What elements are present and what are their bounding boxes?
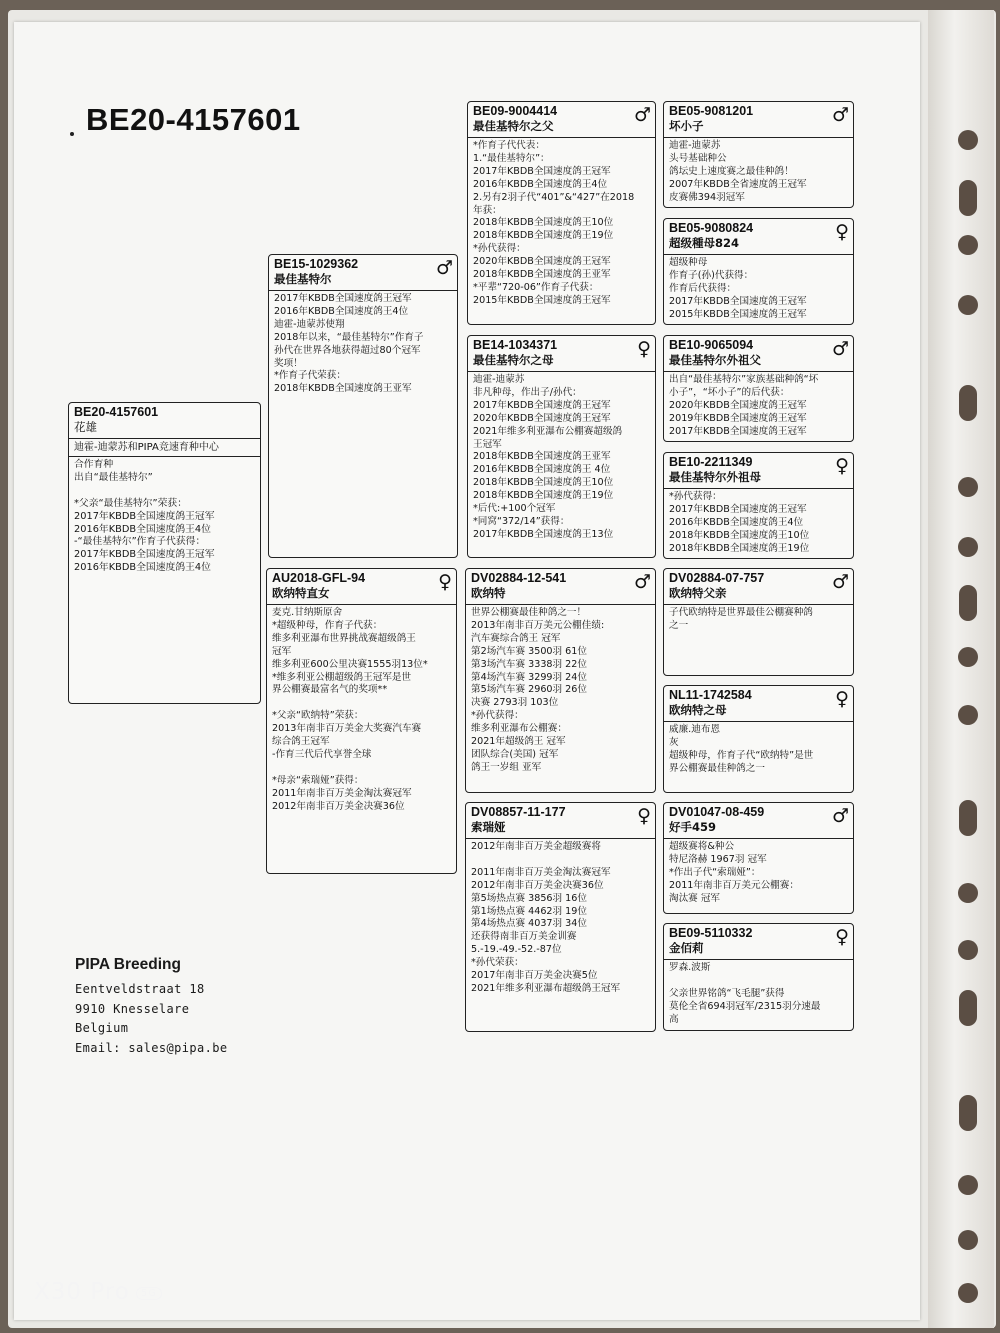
punch-hole xyxy=(959,800,977,836)
female-symbol-icon: ♀ xyxy=(835,221,849,243)
note-line: 维多利亚600公里决赛1555羽13位* xyxy=(272,658,428,670)
female-symbol-icon: ♀ xyxy=(637,805,651,827)
bird-name: 欧纳特 xyxy=(471,586,506,600)
note-line: 灰 xyxy=(669,736,679,748)
note-line: 2018年KBDB全国速度鸽王10位 xyxy=(473,217,614,229)
note-line: *孙代获得： xyxy=(473,243,526,255)
card-ddd xyxy=(663,923,854,1031)
note-line: 皮赛佛394羽冠军 xyxy=(669,191,745,203)
card-dsd xyxy=(663,685,854,793)
punch-hole xyxy=(959,1095,977,1131)
note-line: *维多利亚公棚超级鸽王冠军是世 xyxy=(272,671,412,683)
note-line: 作育子(孙)代获得： xyxy=(669,269,754,281)
note-line: 2018年KBDB全国速度鸽王亚军 xyxy=(274,383,412,395)
note-line: 第5场汽车赛 2960羽 26位 xyxy=(471,684,587,696)
note-line: *作出子代“索瑞娅”： xyxy=(669,866,761,878)
note-line: 出自“最佳基特尔” xyxy=(74,471,153,483)
note-line: *作育子代荣获： xyxy=(274,370,346,382)
card-sire-sire xyxy=(467,101,656,325)
note-line: 2011年南非百万美元公棚赛： xyxy=(669,879,799,891)
female-symbol-icon: ♀ xyxy=(835,455,849,477)
bird-name: 最佳基特尔外祖母 xyxy=(669,470,761,484)
note-line: 2013年南非百万美元公棚佳绩: xyxy=(471,619,605,631)
card-header xyxy=(468,336,655,372)
note-line: 莫伦全省694羽冠军/2315羽分速最 xyxy=(669,1000,821,1012)
bird-name: 最佳基特尔之父 xyxy=(473,119,554,133)
note-line: 2016年KBDB全国速度鸽王4位 xyxy=(274,305,409,317)
note-line: 超级种母，作育子代“欧纳特”是世 xyxy=(669,749,814,761)
note-line: 淘汰赛 冠军 xyxy=(669,892,721,904)
note-line: 2020年KBDB全国速度鸽王冠军 xyxy=(473,256,611,268)
card-body xyxy=(69,457,260,578)
card-body xyxy=(468,138,655,311)
ring-number: BE15-1029362 xyxy=(274,257,359,271)
bird-name: 欧纳特之母 xyxy=(669,703,727,717)
note-line: 2011年南非百万美金淘汰赛冠军 xyxy=(471,866,611,878)
punch-hole xyxy=(958,705,978,725)
punch-hole xyxy=(958,1283,978,1303)
note-line: 特尼洛赫 1967羽 冠军 xyxy=(669,853,767,865)
ring-number: DV08857-11-177 xyxy=(471,805,566,819)
bird-name: 花雄 xyxy=(74,420,97,434)
ring-number: DV02884-07-757 xyxy=(669,571,765,585)
note-line: 2012年南非百万美金决赛36位 xyxy=(471,879,604,891)
punch-hole xyxy=(959,180,977,216)
bird-name: 欧纳特直女 xyxy=(272,586,330,600)
note-line: 2017年KBDB全国速度鸽王冠军 xyxy=(669,295,807,307)
note-line: 2020年KBDB全国速度鸽王冠军 xyxy=(669,399,807,411)
note-line: 2016年KBDB全国速度鸽王4位 xyxy=(74,562,211,574)
note-line: 2016年KBDB全国速度鸽王 4位 xyxy=(473,464,611,476)
card-body xyxy=(664,255,853,325)
note-line: *孙代荣获： xyxy=(471,957,524,969)
card-header xyxy=(466,569,655,605)
note-line: 第3场汽车赛 3338羽 22位 xyxy=(471,658,587,670)
note-line: 鸽坛史上速度赛之最佳种鸽！ xyxy=(669,165,794,177)
note-line: 2012年南非百万美金超级赛将 xyxy=(471,841,601,852)
card-sire xyxy=(268,254,458,558)
note-line: 迪霍-迪蒙苏使翔 xyxy=(274,318,345,330)
card-body xyxy=(664,138,853,208)
note-line: *超级种母，作育子代获： xyxy=(272,619,383,631)
bird-name: 最佳基特尔之母 xyxy=(473,353,554,367)
bird-name: 好手459 xyxy=(669,820,717,834)
note-line: 维多利亚瀑布公棚赛： xyxy=(471,723,567,735)
note-line: 第1场热点赛 4462羽 19位 xyxy=(471,905,587,917)
bird-name: 最佳基特尔外祖父 xyxy=(669,353,761,367)
card-header xyxy=(466,803,655,839)
note-line: 年获： xyxy=(473,204,502,216)
note-line: 高 xyxy=(669,1013,679,1025)
address-country: Belgium xyxy=(75,1021,129,1035)
punch-hole xyxy=(958,130,978,150)
punch-hole xyxy=(958,647,978,667)
punch-hole xyxy=(958,477,978,497)
note-line xyxy=(74,485,255,498)
note-line: 2021年维多利亚瀑布超级鸽王冠军 xyxy=(471,982,621,994)
page-title: BE20-4157601 xyxy=(86,102,301,137)
note-line: 界公棚赛最富名气的奖项** xyxy=(272,684,388,696)
card-header xyxy=(664,219,853,255)
female-symbol-icon: ♀ xyxy=(835,688,849,710)
note-line: 头号基础种公 xyxy=(669,152,727,164)
note-line: 第5场热点赛 3856羽 16位 xyxy=(471,892,587,904)
note-line: *平辈“720-06”作育子代获： xyxy=(473,281,599,293)
note-line: *作育子代代表： xyxy=(473,140,545,151)
card-header xyxy=(664,336,853,372)
card-body xyxy=(468,372,655,545)
male-symbol-icon: ♂ xyxy=(633,104,651,126)
note-line: *父亲“欧纳特”荣获： xyxy=(272,710,364,722)
note-line: 王冠军 xyxy=(473,438,502,450)
punch-hole xyxy=(958,295,978,315)
card-sds xyxy=(663,335,854,442)
punch-hole xyxy=(958,1230,978,1250)
card-sire-dam xyxy=(467,335,656,558)
note-line: *父亲“最佳基特尔”荣获： xyxy=(74,497,188,509)
note-line: 父亲世界铭鸽“飞毛腿”获得 xyxy=(669,987,785,999)
female-symbol-icon: ♀ xyxy=(835,926,849,948)
card-body xyxy=(664,839,853,909)
note-line: 2021年超级鸽王 冠军 xyxy=(471,736,566,748)
note-line: 小子”，“坏小子”的后代获： xyxy=(669,386,790,398)
note-line: 2018年KBDB全国速度鸽王19位 xyxy=(669,542,810,554)
note-line: 2016年KBDB全国速度鸽王4位 xyxy=(669,516,804,528)
note-line: 2018年KBDB全国速度鸽王10位 xyxy=(473,477,614,489)
ring-number: BE09-5110332 xyxy=(669,926,753,940)
network-badge: 5G xyxy=(136,1287,162,1300)
female-symbol-icon: ♀ xyxy=(637,338,651,360)
male-symbol-icon: ♂ xyxy=(633,571,651,593)
note-line xyxy=(272,697,451,710)
ring-number: BE20-4157601 xyxy=(74,405,159,419)
note-line: 界公棚赛最佳种鸽之一 xyxy=(669,762,765,774)
email: Email: sales@pipa.be xyxy=(75,1040,228,1055)
note-line: 综合鸽王冠军 xyxy=(272,736,330,748)
note-line: 5.-19.-49.-52.-87位 xyxy=(471,944,562,956)
note-line: 罗森.波斯 xyxy=(669,962,711,973)
card-dam-sire xyxy=(465,568,656,793)
card-dam-dam xyxy=(465,802,656,1032)
note-line: 超级赛将&种公 xyxy=(669,841,735,852)
bird-name: 最佳基特尔 xyxy=(274,272,332,286)
ring-number: DV01047-08-459 xyxy=(669,805,765,819)
card-body xyxy=(466,605,655,778)
card-header xyxy=(269,255,457,291)
card-body xyxy=(269,291,457,399)
note-line: 合作育种 xyxy=(74,459,114,470)
note-line: 2018年KBDB全国速度鸽王亚军 xyxy=(473,451,611,463)
note-line: 2017年KBDB全国速度鸽王冠军 xyxy=(669,503,807,515)
breeder-contact xyxy=(75,956,228,1058)
punch-hole xyxy=(958,883,978,903)
note-line: *孙代获得： xyxy=(471,710,524,722)
female-symbol-icon: ♀ xyxy=(438,571,452,593)
punch-hole xyxy=(959,585,977,621)
camera-model: X30 Pro xyxy=(34,1279,130,1305)
male-symbol-icon: ♂ xyxy=(831,338,849,360)
note-line: 2.另有2羽子代“401”&“427”在2018 xyxy=(473,191,635,203)
note-line: 2018年KBDB全国速度鸽王10位 xyxy=(669,529,810,541)
ring-number: DV02884-12-541 xyxy=(471,571,567,585)
male-symbol-icon: ♂ xyxy=(831,104,849,126)
card-dss xyxy=(663,568,854,676)
note-line: 迪霍-迪蒙苏 xyxy=(669,140,721,151)
card-header xyxy=(267,569,456,605)
note-line: 第4场热点赛 4037羽 34位 xyxy=(471,918,587,930)
card-body xyxy=(664,605,853,636)
bird-name: 金佰莉 xyxy=(669,941,704,955)
note-line: 汽车赛综合鸽王 冠军 xyxy=(471,632,561,644)
note-line: 2018年KBDB全国速度鸽王19位 xyxy=(473,490,614,502)
note-line: 2012年南非百万美金决赛36位 xyxy=(272,800,405,812)
note-line: 世界公棚赛最佳种鸽之一！ xyxy=(471,607,587,618)
note-line: 第4场汽车赛 3299羽 24位 xyxy=(471,671,587,683)
note-line: 1.“最佳基特尔”： xyxy=(473,152,550,164)
bird-name: 欧纳特父亲 xyxy=(669,586,727,600)
card-body xyxy=(664,722,853,779)
bird-name: 超级種母824 xyxy=(669,236,740,250)
note-line: 2015年KBDB全国速度鸽王冠军 xyxy=(473,294,611,306)
punch-hole xyxy=(958,1175,978,1195)
note-line: -“最佳基特尔”作育子代获得： xyxy=(74,536,206,548)
ring-number: BE09-9004414 xyxy=(473,104,558,118)
note-line: 2011年南非百万美金淘汰赛冠军 xyxy=(272,787,412,799)
note-line: 冠军 xyxy=(272,645,292,657)
note-line: 出自“最佳基特尔”家族基础种鸽“坏 xyxy=(669,374,819,385)
ring-number: BE10-2211349 xyxy=(669,455,753,469)
note-line: 2018年KBDB全国速度鸽王亚军 xyxy=(473,269,611,281)
card-header xyxy=(664,102,853,138)
note-line: 2017年KBDB全国速度鸽王冠军 xyxy=(274,293,412,304)
card-body xyxy=(664,372,853,442)
card-body xyxy=(664,960,853,1030)
ring-number: BE05-9080824 xyxy=(669,221,754,235)
address-street: Eentveldstraat 18 xyxy=(75,982,205,996)
note-line: 作育后代获得： xyxy=(669,282,737,294)
note-line: 2019年KBDB全国速度鸽王冠军 xyxy=(669,412,807,424)
note-line: 2015年KBDB全国速度鸽王冠军 xyxy=(669,308,807,320)
card-header xyxy=(468,102,655,138)
note-line: 2007年KBDB全省速度鸽王冠军 xyxy=(669,178,807,190)
note-line: 团队综合(美国) 冠军 xyxy=(471,748,559,760)
male-symbol-icon: ♂ xyxy=(831,805,849,827)
bullet-dot xyxy=(70,132,74,136)
note-line: 2017年KBDB全国速度鸽王冠军 xyxy=(473,399,611,411)
card-body xyxy=(466,839,655,999)
note-line: 非凡种母，作出子/孙代： xyxy=(473,386,582,398)
note-line: 奖项！ xyxy=(274,357,303,369)
card-sdd xyxy=(663,452,854,559)
note-line: -作育三代后代享誉全球 xyxy=(272,748,372,760)
card-header xyxy=(664,569,853,605)
note-line xyxy=(669,975,848,988)
card-body xyxy=(664,489,853,559)
note-line: 2017年KBDB全国速度鸽王冠军 xyxy=(74,549,215,561)
note-line xyxy=(471,854,650,867)
ring-number: BE05-9081201 xyxy=(669,104,754,118)
note-line: 孙代在世界各地获得超过80个冠军 xyxy=(274,344,421,356)
card-sss xyxy=(663,101,854,208)
note-line: 2021年维多利亚瀑布公棚赛超级鸽 xyxy=(473,425,623,437)
breeder: 迪霍-迪蒙苏和PIPA竞速育种中心 xyxy=(69,439,260,457)
note-line: 2013年南非百万美金大奖赛汽车赛 xyxy=(272,723,422,735)
punch-hole xyxy=(958,235,978,255)
ring-number: BE10-9065094 xyxy=(669,338,754,352)
note-line: 2020年KBDB全国速度鸽王冠军 xyxy=(473,412,611,424)
card-header xyxy=(664,453,853,489)
card-dam xyxy=(266,568,457,874)
punch-hole xyxy=(959,990,977,1026)
male-symbol-icon: ♂ xyxy=(435,257,453,279)
note-line: 2018年以来，“最佳基特尔”作育子 xyxy=(274,331,424,343)
note-line: 鸽王一岁组 亚军 xyxy=(471,761,542,773)
punch-hole xyxy=(958,940,978,960)
note-line: 迪霍-迪蒙苏 xyxy=(473,374,525,385)
note-line: 2017年KBDB全国速度鸽王冠军 xyxy=(473,165,611,177)
note-line: 维多利亚瀑布世界挑战赛超级鸽王 xyxy=(272,632,416,644)
note-line xyxy=(272,762,451,775)
note-line: 威廉.迪布恩 xyxy=(669,724,721,735)
note-line: 2017年南非百万美金决赛5位 xyxy=(471,970,598,982)
note-line: 2018年KBDB全国速度鸽王19位 xyxy=(473,230,614,242)
punch-hole xyxy=(958,537,978,557)
note-line: *后代:+100个冠军 xyxy=(473,503,556,515)
ring-number: AU2018-GFL-94 xyxy=(272,571,366,585)
note-line: 第2场汽车赛 3500羽 61位 xyxy=(471,645,587,657)
card-ssd xyxy=(663,218,854,325)
note-line: *同窝“372/14”获得： xyxy=(473,515,570,527)
card-root xyxy=(68,402,261,704)
note-line: 2016年KBDB全国速度鸽王4位 xyxy=(74,523,211,535)
card-dds xyxy=(663,802,854,914)
punch-hole xyxy=(959,385,977,421)
card-header xyxy=(664,924,853,960)
ring-number: BE14-1034371 xyxy=(473,338,558,352)
note-line: 超级种母 xyxy=(669,257,708,268)
bird-name: 坏小子 xyxy=(669,119,704,133)
address-city: 9910 Knesselare xyxy=(75,1001,190,1016)
note-line: *母亲“索瑞娅”获得： xyxy=(272,774,364,786)
note-line: 麦克.甘纳斯原舍 xyxy=(272,607,343,618)
note-line: 2017年KBDB全国速度鸽王冠军 xyxy=(669,425,807,437)
bird-name: 索瑞娅 xyxy=(471,820,506,834)
male-symbol-icon: ♂ xyxy=(831,571,849,593)
note-line: 之一 xyxy=(669,619,689,631)
card-header xyxy=(664,686,853,722)
company-name: PIPA Breeding xyxy=(75,956,181,973)
note-line: 决赛 2793羽 103位 xyxy=(471,697,559,709)
ring-number: NL11-1742584 xyxy=(669,688,752,702)
camera-watermark xyxy=(34,1279,162,1305)
note-line: 2017年KBDB全国速度鸽王13位 xyxy=(473,528,614,540)
card-header xyxy=(664,803,853,839)
note-line: 还获得南非百万美金训赛 xyxy=(471,931,577,943)
note-line: *孙代获得： xyxy=(669,491,722,502)
card-header xyxy=(69,403,260,439)
note-line: 子代欧纳特是世界最佳公棚赛种鸽 xyxy=(669,607,813,618)
note-line: 2016年KBDB全国速度鸽王4位 xyxy=(473,178,608,190)
note-line: 2017年KBDB全国速度鸽王冠军 xyxy=(74,510,215,522)
card-body xyxy=(267,605,456,817)
